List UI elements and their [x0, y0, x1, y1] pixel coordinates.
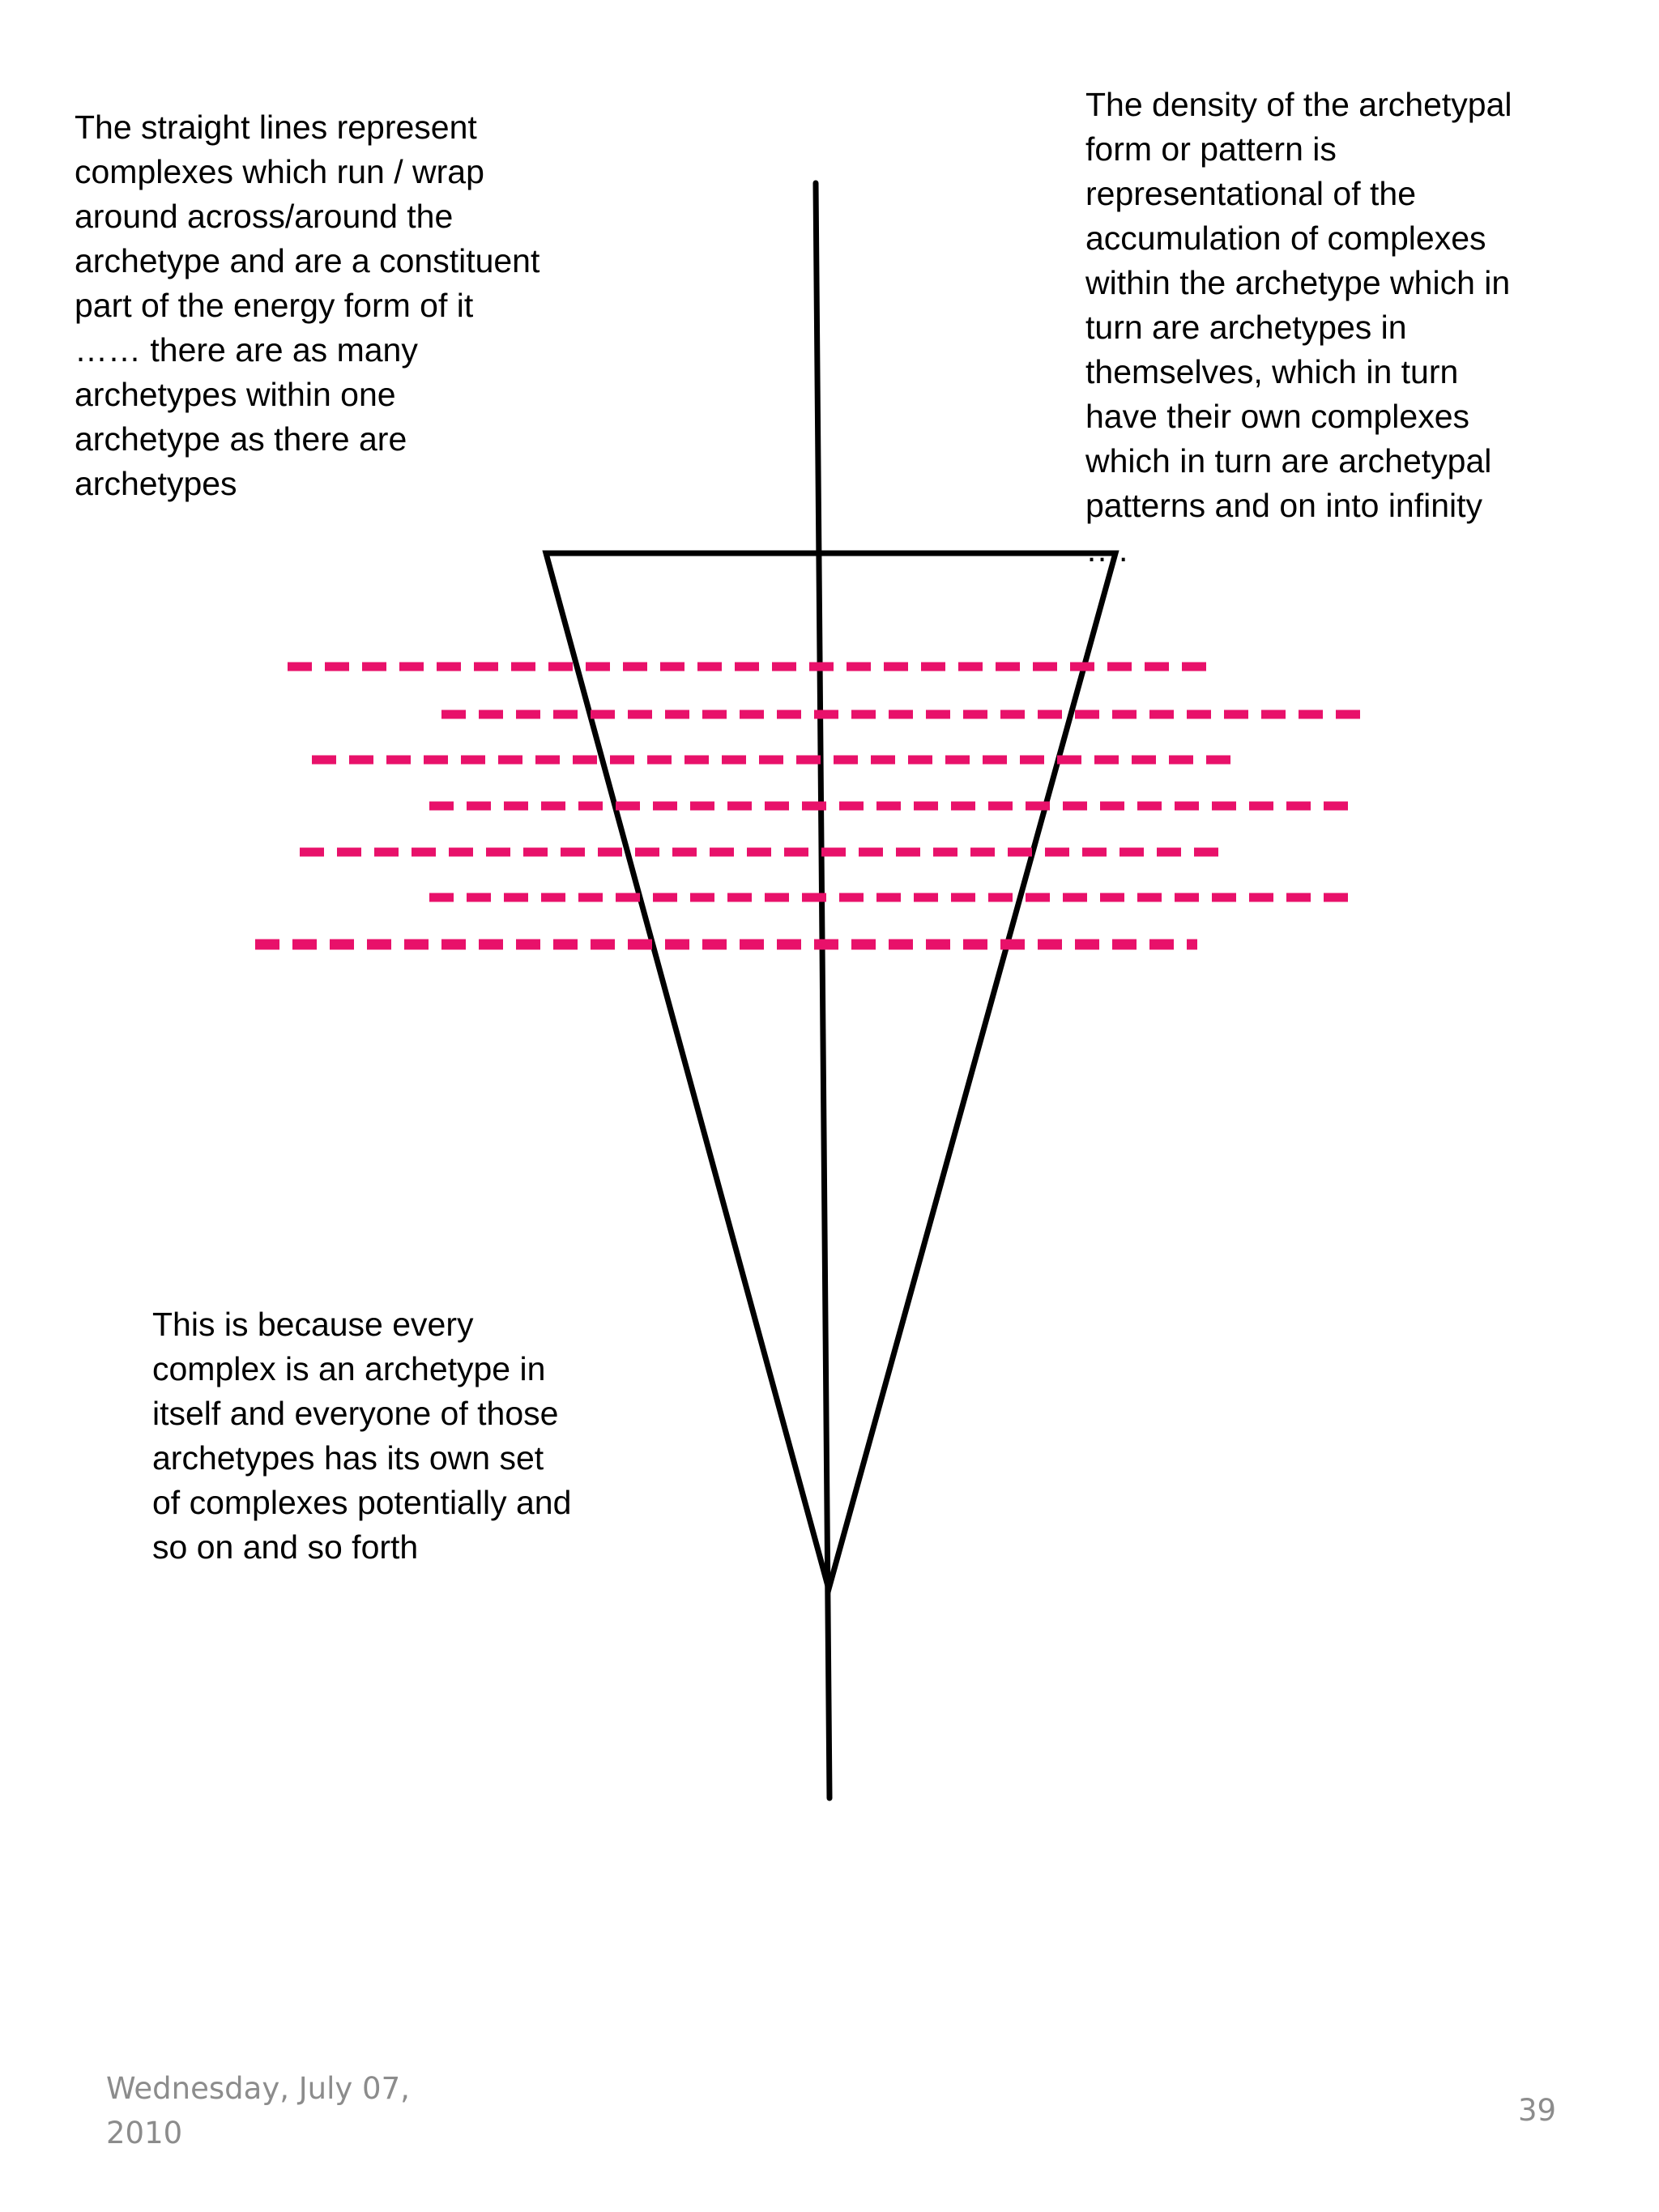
note-density: The density of the archetypal form or pattern is representational of the accumulation of complexes within the archetype which in turn are archetypes in themselves, which in turn have their own complexes which in turn are archetypal patterns and on into infinity ….	[1085, 86, 1512, 569]
note-every-complex: This is because every complex is an archetype in itself and everyone of those archetypes has its own set of complexes potentially and so on and so forth	[152, 1306, 572, 1566]
note-straight-lines: The straight lines represent complexes which run / wrap around across/around the archetype and are a constituent part of the energy form of it …… there are as many archetypes within one archetype as there are archetypes	[75, 109, 540, 502]
footer-date: Wednesday, July 07, 2010	[106, 2071, 410, 2150]
page-number: 39	[1518, 2093, 1557, 2128]
